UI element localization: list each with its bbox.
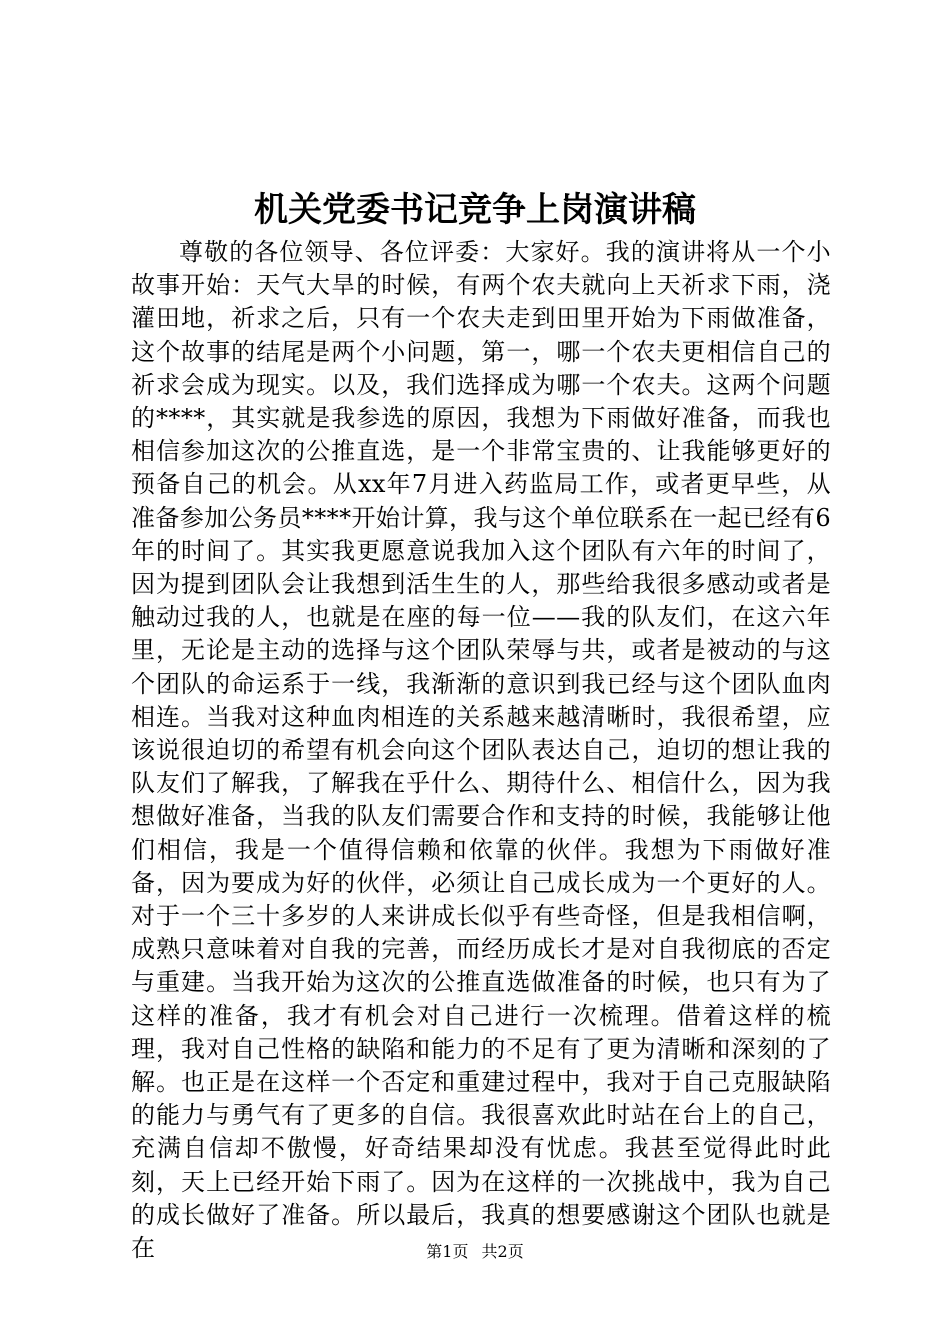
- document-body: 尊敬的各位领导、各位评委：大家好。我的演讲将从一个小故事开始：天气大旱的时候，有两个农夫就向上天祈求下雨，浇灌田地，祈求之后，只有一个农夫走到田里开始为下雨做准备，这个故事的结尾是两个小问题，第一，哪一个农夫更相信自己的祈求会成为现实。以及，我们选择成为哪一个农夫。这两个问题的****，其实就是我参选的原因，我想为下雨做好准备，而我也相信参加这次的公推直选，是一个非常宝贵的、让我能够更好的预备自己的机会。从xx年7月进入药监局工作，或者更早些，从准备参加公务员****开始计算，我与这个单位联系在一起已经有6年的时间了。其实我更愿意说我加入这个团队有六年的时间了，因为提到团队会让我想到活生生的人，那些给我很多感动或者是触动过我的人，也就是在座的每一位——我的队友们，在这六年里，无论是主动的选择与这个团队荣辱与共，或者是被动的与这个团队的命运系于一线，我渐渐的意识到我已经与这个团队血肉相连。当我对这种血肉相连的关系越来越清晰时，我很希望，应该说很迫切的希望有机会向这个团队表达自己，迫切的想让我的队友们了解我，了解我在乎什么、期待什么、相信什么，因为我想做好准备，当我的队友们需要合作和支持的时候，我能够让他们相信，我是一个值得信赖和依靠的伙伴。我想为下雨做好准备，因为要成为好的伙伴，必须让自己成长成为一个更好的人。对于一个三十多岁的人来讲成长似乎有些奇怪，但是我相信啊，成熟只意味着对自我的完善，而经历成长才是对自我彻底的否定与重建。当我开始为这次的公推直选做准备的时候，也只有为了这样的准备，我才有机会对自己进行一次梳理。借着这样的梳理，我对自己性格的缺陷和能力的不足有了更为清晰和深刻的了解。也正是在这样一个否定和重建过程中，我对于自己克服缺陷的能力与勇气有了更多的自信。我很喜欢此时站在台上的自己，充满自信却不傲慢，好奇结果却没有忧虑。我甚至觉得此时此刻，天上已经开始下雨了。因为在这样的一次挑战中，我为自己的成长做好了准备。所以最后，我真的想要感谢这个团队也就是在: [131, 238, 831, 1263]
- page-number: 第1页: [426, 1242, 469, 1261]
- page-total: 共2页: [481, 1242, 524, 1261]
- page-footer: [0, 1240, 950, 1264]
- document-title: 机关党委书记竞争上岗演讲稿: [254, 190, 696, 230]
